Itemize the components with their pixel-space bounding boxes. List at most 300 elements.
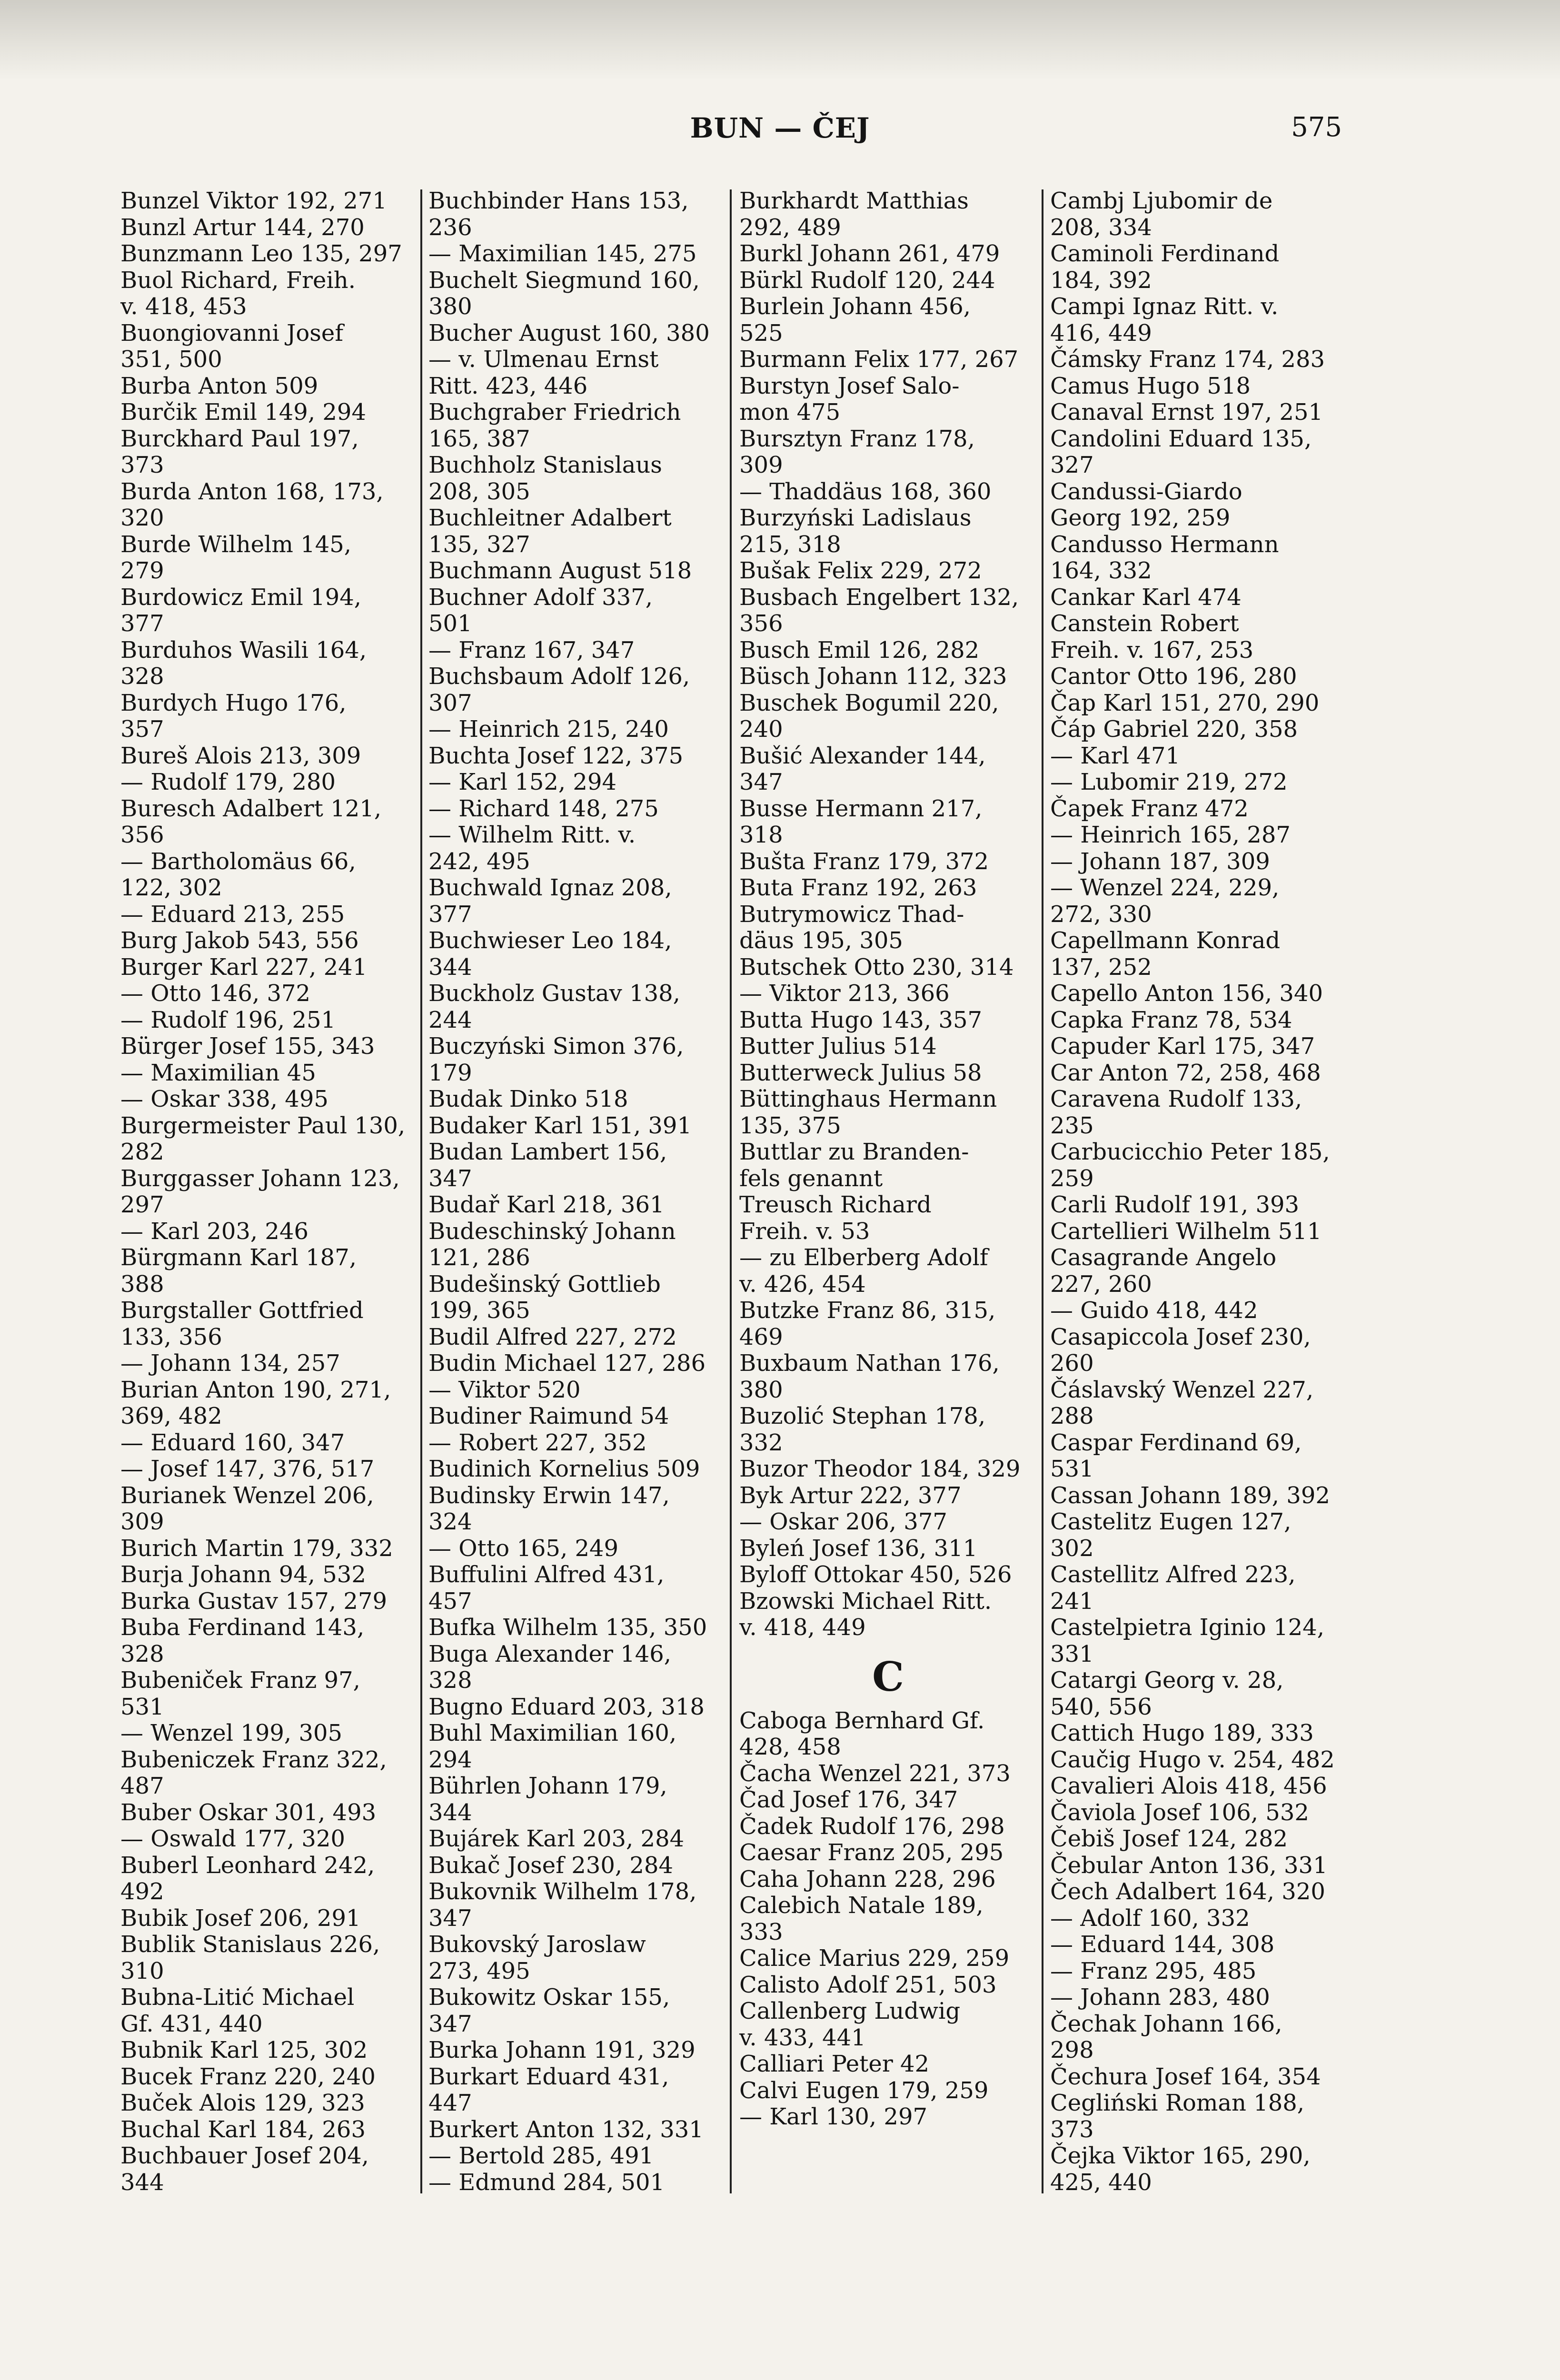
index-entry: Burianek Wenzel 206,: [120, 1482, 374, 1509]
index-entry: Buček Alois 129, 323: [120, 2090, 365, 2116]
index-entry: Buhl Maximilian 160,: [428, 1720, 677, 1746]
index-entry-continuation: 344: [428, 953, 472, 981]
scan-edge-shading: [0, 0, 1560, 81]
index-entry: Buchholz Stanislaus: [428, 452, 662, 478]
index-entry: — Johann 187, 309: [1050, 848, 1270, 875]
index-entry: — Viktor 213, 366: [739, 980, 950, 1007]
index-entry-continuation: 357: [120, 716, 164, 743]
index-entry-continuation: 273, 495: [428, 1957, 530, 1984]
index-entry: Buchmann August 518: [428, 557, 692, 584]
index-entry: Bubik Josef 206, 291: [120, 1904, 361, 1932]
index-entry-continuation: 388: [120, 1270, 164, 1298]
index-entry: Budin Michael 127, 286: [428, 1350, 706, 1377]
index-entry: Budeschinský Johann: [428, 1218, 676, 1245]
index-entry-continuation: 282: [120, 1139, 164, 1165]
index-entry: Bursztyn Franz 178,: [739, 425, 975, 452]
column-rule-3: [1042, 189, 1043, 2193]
index-entry: — Wenzel 224, 229,: [1050, 874, 1280, 901]
index-column-4: [1050, 188, 1348, 2196]
index-entry: Bubeniczek Franz 322,: [120, 1746, 387, 1773]
index-entry-continuation: 227, 260: [1050, 1270, 1152, 1298]
index-entry: Čech Adalbert 164, 320: [1050, 1878, 1325, 1905]
index-entry: Burja Johann 94, 532: [120, 1561, 366, 1588]
index-entry: Cegliński Roman 188,: [1050, 2090, 1305, 2116]
index-entry: Castelitz Eugen 127,: [1050, 1508, 1292, 1535]
index-entry: v. 433, 441: [739, 2024, 866, 2051]
index-entry: — Bertold 285, 491: [428, 2142, 654, 2169]
index-entry: Bufka Wilhelm 135, 350: [428, 1614, 707, 1641]
index-entry: Candusso Hermann: [1050, 531, 1279, 558]
index-entry: — Johann 283, 480: [1050, 1984, 1270, 2011]
index-entry-continuation: 469: [739, 1323, 783, 1350]
index-entry: Caspar Ferdinand 69,: [1050, 1429, 1302, 1456]
index-entry: Čejka Viktor 165, 290,: [1050, 2142, 1311, 2169]
index-entry: Byleń Josef 136, 311: [739, 1535, 978, 1562]
index-entry-continuation: 135, 327: [428, 531, 530, 558]
index-entry: Bukač Josef 230, 284: [428, 1852, 673, 1879]
index-entry: Buttlar zu Branden-: [739, 1139, 969, 1165]
index-entry: — zu Elberberg Adolf: [739, 1244, 988, 1271]
index-entry-continuation: 501: [428, 610, 472, 637]
index-entry: — Eduard 144, 308: [1050, 1931, 1275, 1958]
index-entry-continuation: 347: [428, 1165, 472, 1192]
index-entry: Canaval Ernst 197, 251: [1050, 399, 1323, 426]
index-entry: Buzor Theodor 184, 329: [739, 1456, 1021, 1482]
index-entry: — Karl 152, 294: [428, 769, 617, 795]
index-entry: Büttinghaus Hermann: [739, 1086, 997, 1112]
index-entry: mon 475: [739, 399, 841, 426]
index-entry-continuation: 309: [739, 452, 783, 478]
index-entry-continuation: 297: [120, 1191, 164, 1218]
index-entry: Čapek Franz 472: [1050, 795, 1249, 822]
index-entry: Buchelt Siegmund 160,: [428, 267, 700, 294]
index-entry: Georg 192, 259: [1050, 505, 1231, 531]
index-entry: Calisto Adolf 251, 503: [739, 1971, 997, 1998]
index-entry-continuation: 307: [428, 689, 472, 716]
index-entry: — Richard 148, 275: [428, 795, 659, 822]
index-entry: Buschek Bogumil 220,: [739, 689, 999, 716]
index-entry: — Otto 146, 372: [120, 980, 311, 1007]
index-entry: Cantor Otto 196, 280: [1050, 663, 1297, 690]
index-entry: Buffulini Alfred 431,: [428, 1561, 665, 1588]
index-entry-continuation: 380: [428, 293, 472, 320]
index-entry-continuation: 531: [120, 1693, 164, 1720]
index-entry: Caesar Franz 205, 295: [739, 1839, 1004, 1866]
index-entry: — Oskar 338, 495: [120, 1086, 328, 1112]
index-entry: Buongiovanni Josef: [120, 319, 344, 347]
index-entry: Buga Alexander 146,: [428, 1640, 672, 1667]
index-entry: Castellitz Alfred 223,: [1050, 1561, 1296, 1588]
index-entry-continuation: 320: [120, 505, 164, 531]
index-entry-continuation: 377: [428, 901, 472, 928]
index-entry: Buchner Adolf 337,: [428, 584, 653, 611]
index-entry: Gf. 431, 440: [120, 2010, 263, 2037]
index-entry-continuation: 347: [739, 769, 783, 795]
index-entry-continuation: 179: [428, 1059, 472, 1086]
index-entry-continuation: 344: [120, 2169, 164, 2196]
index-entry: Budaker Karl 151, 391: [428, 1112, 692, 1139]
index-entry: Buchta Josef 122, 375: [428, 742, 684, 769]
index-entry: Callenberg Ludwig: [739, 1998, 961, 2024]
index-entry: Buol Richard, Freih.: [120, 267, 356, 294]
index-entry-continuation: 259: [1050, 1165, 1094, 1192]
index-entry: — Franz 295, 485: [1050, 1957, 1257, 1984]
index-entry: Čámsky Franz 174, 283: [1050, 346, 1325, 373]
index-entry-continuation: 302: [1050, 1535, 1094, 1562]
index-entry: — Bartholomäus 66,: [120, 848, 356, 875]
index-entry: Butta Hugo 143, 357: [739, 1006, 983, 1033]
index-entry: Buxbaum Nathan 176,: [739, 1350, 1000, 1377]
index-column-1: [120, 188, 420, 2196]
index-entry: Burgstaller Gottfried: [120, 1297, 364, 1324]
index-entry-continuation: 137, 252: [1050, 953, 1152, 981]
index-entry: Buchal Karl 184, 263: [120, 2116, 366, 2143]
index-entry-continuation: 525: [739, 319, 783, 347]
index-entry: Cartellieri Wilhelm 511: [1050, 1218, 1322, 1245]
index-entry: Büsch Johann 112, 323: [739, 663, 1007, 690]
index-entry-continuation: 356: [739, 610, 783, 637]
index-entry: Čáp Gabriel 220, 358: [1050, 716, 1298, 743]
index-entry-continuation: 531: [1050, 1456, 1094, 1482]
index-entry: Freih. v. 53: [739, 1218, 870, 1245]
index-entry: Butzke Franz 86, 315,: [739, 1297, 996, 1324]
index-entry-continuation: 279: [120, 557, 164, 584]
index-entry: — Heinrich 215, 240: [428, 716, 669, 743]
index-entry: Budař Karl 218, 361: [428, 1191, 665, 1218]
index-entry: v. 418, 453: [120, 293, 247, 320]
index-entry: Capellmann Konrad: [1050, 927, 1281, 954]
index-entry: Calebich Natale 189,: [739, 1892, 984, 1919]
index-entry: Campi Ignaz Ritt. v.: [1050, 293, 1279, 320]
index-entry: Buzolić Stephan 178,: [739, 1403, 986, 1429]
index-entry: Burich Martin 179, 332: [120, 1535, 393, 1562]
index-entry: Burstyn Josef Salo-: [739, 372, 960, 399]
index-entry: Bugno Eduard 203, 318: [428, 1693, 705, 1720]
index-entry: — Wenzel 199, 305: [120, 1720, 343, 1746]
index-entry: Buczyński Simon 376,: [428, 1033, 684, 1060]
index-entry-continuation: 208, 334: [1050, 214, 1152, 241]
index-entry: Catargi Georg v. 28,: [1050, 1667, 1284, 1694]
index-entry: Butschek Otto 230, 314: [739, 953, 1014, 981]
index-entry: — v. Ulmenau Ernst: [428, 346, 659, 373]
index-entry-continuation: 347: [428, 1904, 472, 1932]
index-entry-continuation: 416, 449: [1050, 319, 1152, 347]
index-entry: — Franz 167, 347: [428, 636, 635, 664]
index-entry: v. 426, 454: [739, 1270, 866, 1298]
index-entry-continuation: 184, 392: [1050, 267, 1152, 294]
index-entry: Burlein Johann 456,: [739, 293, 971, 320]
index-entry-continuation: 235: [1050, 1112, 1094, 1139]
index-entry: Burda Anton 168, 173,: [120, 478, 384, 505]
index-entry-continuation: 331: [1050, 1640, 1094, 1667]
index-entry-continuation: 492: [120, 1878, 164, 1905]
index-entry: Burkert Anton 132, 331: [428, 2116, 704, 2143]
page-number: 575: [1291, 112, 1342, 143]
index-entry: Butrymowicz Thad-: [739, 901, 964, 928]
index-entry-continuation: 428, 458: [739, 1734, 841, 1760]
index-entry-continuation: 208, 305: [428, 478, 530, 505]
page-header: [0, 112, 1560, 155]
index-entry-continuation: 377: [120, 610, 164, 637]
index-entry: — Josef 147, 376, 517: [120, 1456, 375, 1482]
index-entry: — Robert 227, 352: [428, 1429, 647, 1456]
index-entry: Capello Anton 156, 340: [1050, 980, 1323, 1007]
index-entry: Burkl Johann 261, 479: [739, 240, 1000, 267]
column-rule-1: [420, 189, 422, 2193]
index-entry: — Adolf 160, 332: [1050, 1904, 1250, 1932]
index-entry: Casapiccola Josef 230,: [1050, 1323, 1311, 1350]
index-entry-continuation: 373: [1050, 2116, 1094, 2143]
index-entry: Candolini Eduard 135,: [1050, 425, 1312, 452]
index-entry-continuation: 122, 302: [120, 874, 222, 901]
index-entry: Burckhard Paul 197,: [120, 425, 359, 452]
index-entry: Busch Emil 126, 282: [739, 636, 980, 664]
index-entry: fels genannt: [739, 1165, 883, 1192]
index-entry: Burka Gustav 157, 279: [120, 1587, 388, 1615]
index-entry-continuation: 332: [739, 1429, 783, 1456]
index-entry: — Lubomir 219, 272: [1050, 769, 1288, 795]
index-entry: Byloff Ottokar 450, 526: [739, 1561, 1012, 1588]
index-entry-continuation: 328: [428, 1667, 472, 1694]
index-entry: Buresch Adalbert 121,: [120, 795, 382, 822]
index-entry: Bunzl Artur 144, 270: [120, 214, 365, 241]
index-entry-continuation: 135, 375: [739, 1112, 841, 1139]
index-entry: — Rudolf 196, 251: [120, 1006, 336, 1033]
index-entry: Buchsbaum Adolf 126,: [428, 663, 690, 690]
index-entry: Bürgmann Karl 187,: [120, 1244, 357, 1271]
index-entry: Čad Josef 176, 347: [739, 1786, 958, 1813]
index-entry: Bzowski Michael Ritt.: [739, 1587, 992, 1615]
index-entry: Bubnik Karl 125, 302: [120, 2037, 368, 2063]
index-entry: Caha Johann 228, 296: [739, 1865, 996, 1893]
index-entry: Budan Lambert 156,: [428, 1139, 667, 1165]
index-entry: Casagrande Angelo: [1050, 1244, 1277, 1271]
index-column-2: [428, 188, 726, 2196]
running-head: BUN — ČEJ: [690, 112, 870, 144]
index-entry: Buber Oskar 301, 493: [120, 1799, 377, 1826]
index-entry-continuation: 425, 440: [1050, 2169, 1152, 2196]
index-entry: Bujárek Karl 203, 284: [428, 1825, 685, 1852]
index-entry-continuation: 344: [428, 1799, 472, 1826]
index-entry: Carbucicchio Peter 185,: [1050, 1139, 1330, 1165]
index-entry: — Guido 418, 442: [1050, 1297, 1258, 1324]
index-entry: Burkhardt Matthias: [739, 188, 969, 214]
index-entry: Bunzel Viktor 192, 271: [120, 188, 387, 214]
index-entry: Bureš Alois 213, 309: [120, 742, 361, 769]
index-entry-continuation: 215, 318: [739, 531, 841, 558]
index-entry: Buchbauer Josef 204,: [120, 2142, 369, 2169]
index-entry: Cassan Johann 189, 392: [1050, 1482, 1330, 1509]
index-entry: Buchwald Ignaz 208,: [428, 874, 672, 901]
index-entry-continuation: 327: [1050, 452, 1094, 478]
index-entry: Burmann Felix 177, 267: [739, 346, 1019, 373]
index-entry: Čechak Johann 166,: [1050, 2010, 1282, 2037]
index-entry: Buberl Leonhard 242,: [120, 1852, 375, 1879]
index-entry: Budak Dinko 518: [428, 1086, 628, 1112]
index-entry-continuation: 242, 495: [428, 848, 530, 875]
index-entry: Budešinský Gottlieb: [428, 1270, 661, 1298]
index-entry: Burčik Emil 149, 294: [120, 399, 366, 426]
index-entry-continuation: 318: [739, 822, 783, 848]
index-entry: Bukovský Jaroslaw: [428, 1931, 646, 1958]
index-entry: Budinich Kornelius 509: [428, 1456, 700, 1482]
index-entry: Capuder Karl 175, 347: [1050, 1033, 1315, 1060]
index-entry: Buchbinder Hans 153,: [428, 188, 689, 214]
index-entry: — Eduard 213, 255: [120, 901, 345, 928]
index-entry-continuation: 199, 365: [428, 1297, 530, 1324]
index-entry-continuation: 260: [1050, 1350, 1094, 1377]
index-entry: Canstein Robert: [1050, 610, 1239, 637]
index-entry: Bürkl Rudolf 120, 244: [739, 267, 995, 294]
index-entry: Burka Johann 191, 329: [428, 2037, 696, 2063]
index-entry: — Rudolf 179, 280: [120, 769, 336, 795]
index-entry: Bunzmann Leo 135, 297: [120, 240, 402, 267]
index-entry: Bušić Alexander 144,: [739, 742, 986, 769]
index-entry-continuation: 347: [428, 2010, 472, 2037]
index-entry-continuation: 310: [120, 1957, 164, 1984]
index-entry-continuation: 165, 387: [428, 425, 530, 452]
index-entry: Calvi Eugen 179, 259: [739, 2077, 989, 2104]
index-entry: Caravena Rudolf 133,: [1050, 1086, 1302, 1112]
index-entry: — Johann 134, 257: [120, 1350, 340, 1377]
index-entry: Bucek Franz 220, 240: [120, 2063, 376, 2090]
index-entry-continuation: 356: [120, 822, 164, 848]
index-entry-continuation: 298: [1050, 2037, 1094, 2063]
index-entry: Bušta Franz 179, 372: [739, 848, 989, 875]
index-entry: Budiner Raimund 54: [428, 1403, 669, 1429]
index-entry: Burzyński Ladislaus: [739, 505, 972, 531]
index-entry-continuation: 133, 356: [120, 1323, 222, 1350]
index-entry: Budil Alfred 227, 272: [428, 1323, 677, 1350]
index-entry: Cambj Ljubomir de: [1050, 188, 1273, 214]
index-entry: Burg Jakob 543, 556: [120, 927, 359, 954]
index-entry: Burdowicz Emil 194,: [120, 584, 362, 611]
index-entry: Burduhos Wasili 164,: [120, 636, 367, 664]
index-entry: Byk Artur 222, 377: [739, 1482, 962, 1509]
column-rule-2: [730, 189, 732, 2193]
index-entry: Burkart Eduard 431,: [428, 2063, 669, 2090]
index-entry: Burba Anton 509: [120, 372, 318, 399]
index-entry: — Karl 203, 246: [120, 1218, 309, 1245]
index-entry: Budinsky Erwin 147,: [428, 1482, 670, 1509]
index-entry-continuation: 294: [428, 1746, 472, 1773]
index-entry: Čechura Josef 164, 354: [1050, 2063, 1321, 2090]
index-entry-continuation: 244: [428, 1006, 472, 1033]
index-entry-continuation: 236: [428, 214, 472, 241]
index-entry: Caučig Hugo v. 254, 482: [1050, 1746, 1335, 1773]
index-entry: Camus Hugo 518: [1050, 372, 1251, 399]
index-entry: Burian Anton 190, 271,: [120, 1376, 391, 1403]
index-entry: Bukowitz Oskar 155,: [428, 1984, 670, 2011]
index-entry-continuation: 328: [120, 663, 164, 690]
index-entry: — Eduard 160, 347: [120, 1429, 345, 1456]
index-entry: Čebular Anton 136, 331: [1050, 1852, 1328, 1879]
index-entry: Calice Marius 229, 259: [739, 1945, 1010, 1972]
index-entry: — Maximilian 145, 275: [428, 240, 697, 267]
index-entry-continuation: 380: [739, 1376, 783, 1403]
index-entry-continuation: 324: [428, 1508, 472, 1535]
index-entry: Car Anton 72, 258, 468: [1050, 1059, 1321, 1086]
index-entry: Burde Wilhelm 145,: [120, 531, 352, 558]
index-entry-continuation: 333: [739, 1918, 783, 1945]
index-entry: Freih. v. 167, 253: [1050, 636, 1254, 664]
index-entry: Čáslavský Wenzel 227,: [1050, 1376, 1314, 1403]
index-entry: Buta Franz 192, 263: [739, 874, 977, 901]
index-entry: Burger Karl 227, 241: [120, 953, 368, 981]
index-entry: Carli Rudolf 191, 393: [1050, 1191, 1300, 1218]
index-entry: Buchleitner Adalbert: [428, 505, 672, 531]
index-entry: Buchgraber Friedrich: [428, 399, 681, 426]
index-entry: — Oskar 206, 377: [739, 1508, 947, 1535]
index-entry: Butterweck Julius 58: [739, 1059, 982, 1086]
index-entry-continuation: 241: [1050, 1587, 1094, 1615]
index-entry-continuation: 309: [120, 1508, 164, 1535]
index-entry: Bubna-Litić Michael: [120, 1984, 355, 2011]
index-entry: Capka Franz 78, 534: [1050, 1006, 1292, 1033]
index-entry: — Edmund 284, 501: [428, 2169, 665, 2196]
index-entry: Cavalieri Alois 418, 456: [1050, 1773, 1327, 1799]
index-entry-continuation: 328: [120, 1640, 164, 1667]
index-entry: Bürger Josef 155, 343: [120, 1033, 375, 1060]
index-entry-continuation: 447: [428, 2090, 472, 2116]
index-entry: — Karl 130, 297: [739, 2103, 928, 2130]
index-entry: Buchwieser Leo 184,: [428, 927, 672, 954]
index-entry: Caminoli Ferdinand: [1050, 240, 1280, 267]
index-entry: — Karl 471: [1050, 742, 1180, 769]
index-entry: Busse Hermann 217,: [739, 795, 983, 822]
index-entry: Buckholz Gustav 138,: [428, 980, 680, 1007]
index-column-3: [739, 188, 1037, 2131]
index-entry-continuation: 240: [739, 716, 783, 743]
index-entry: Treusch Richard: [739, 1191, 932, 1218]
index-entry: Burgermeister Paul 130,: [120, 1112, 406, 1139]
index-entry-continuation: 351, 500: [120, 346, 222, 373]
index-entry: Burdych Hugo 176,: [120, 689, 347, 716]
index-entry: Calliari Peter 42: [739, 2051, 930, 2077]
index-entry: Cattich Hugo 189, 333: [1050, 1720, 1314, 1746]
index-entry: Castelpietra Iginio 124,: [1050, 1614, 1324, 1641]
index-entry: Cankar Karl 474: [1050, 584, 1242, 611]
index-entry-continuation: 487: [120, 1773, 164, 1799]
index-entry-continuation: 272, 330: [1050, 901, 1152, 928]
index-entry: Bucher August 160, 380: [428, 319, 710, 347]
index-entry: Candussi-Giardo: [1050, 478, 1242, 505]
index-entry-continuation: 373: [120, 452, 164, 478]
index-entry: — Wilhelm Ritt. v.: [428, 822, 636, 848]
index-entry: Čacha Wenzel 221, 373: [739, 1760, 1011, 1787]
index-entry: Bubeniček Franz 97,: [120, 1667, 360, 1694]
index-entry: Ritt. 423, 446: [428, 372, 588, 399]
index-entry: Burggasser Johann 123,: [120, 1165, 400, 1192]
index-entry: v. 418, 449: [739, 1614, 866, 1641]
index-entry: Bublik Stanislaus 226,: [120, 1931, 380, 1958]
index-entry: Čebiš Josef 124, 282: [1050, 1825, 1288, 1852]
index-entry: Bukovnik Wilhelm 178,: [428, 1878, 697, 1905]
index-entry: Bührlen Johann 179,: [428, 1773, 667, 1799]
index-entry: däus 195, 305: [739, 927, 903, 954]
index-entry: — Oswald 177, 320: [120, 1825, 346, 1852]
index-entry: Busbach Engelbert 132,: [739, 584, 1019, 611]
index-entry: Caboga Bernhard Gf.: [739, 1707, 985, 1734]
index-entry: Čap Karl 151, 270, 290: [1050, 689, 1320, 716]
index-entry: Čaviola Josef 106, 532: [1050, 1799, 1309, 1826]
index-entry-continuation: 121, 286: [428, 1244, 530, 1271]
index-entry: — Viktor 520: [428, 1376, 581, 1403]
index-entry-continuation: 288: [1050, 1403, 1094, 1429]
index-entry: — Thaddäus 168, 360: [739, 478, 992, 505]
index-entry-continuation: 540, 556: [1050, 1693, 1152, 1720]
index-entry-continuation: 164, 332: [1050, 557, 1152, 584]
